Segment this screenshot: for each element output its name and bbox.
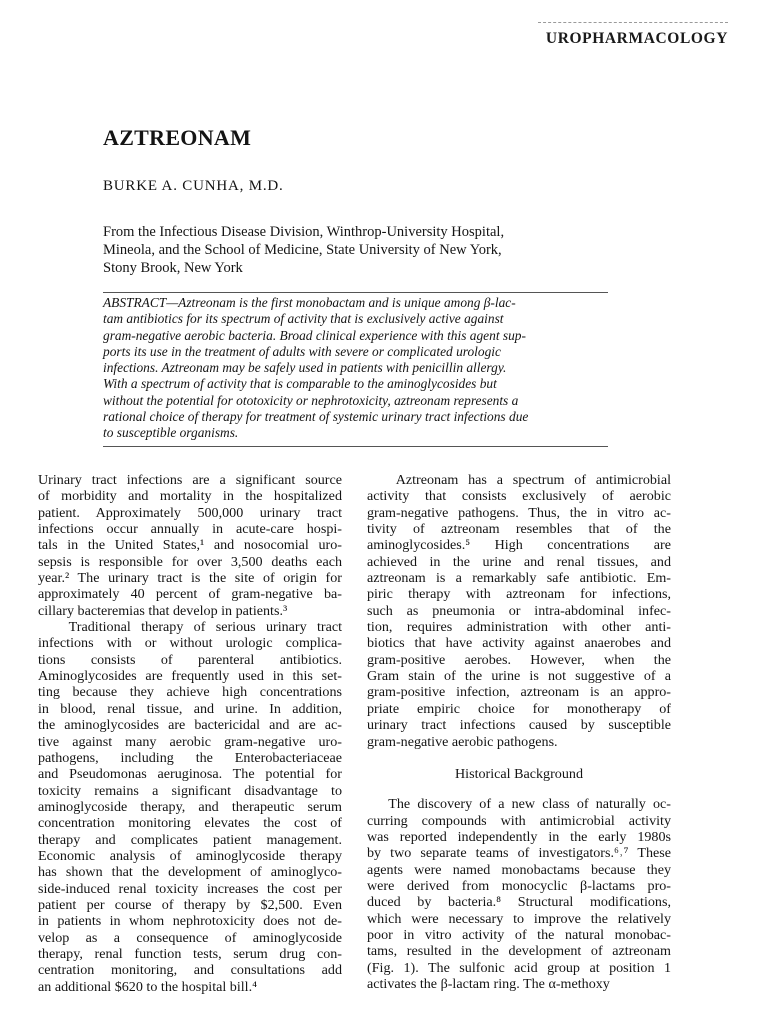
text-line: in patients in whom nephrotoxicity does not de-	[38, 913, 342, 930]
text-line: urinary tract infections caused by susceptible	[367, 717, 671, 734]
text-line: rational choice of therapy for treatment of systemic urinary tract infections due	[103, 409, 529, 425]
text-line: gram-negative pathogens. Thus, the in vitro ac-	[367, 504, 671, 521]
abstract	[103, 292, 608, 447]
text-line: velop as a consequence of aminoglycoside	[38, 929, 342, 946]
text-line: were derived from monocyclic β-lactams pro-	[367, 877, 671, 894]
text-line: an additional $620 to the hospital bill.⁴	[38, 978, 258, 995]
text-line: gram-positive aerobes. However, when the	[367, 651, 671, 668]
section-heading-historical-background: Historical Background	[455, 765, 583, 782]
text-line: in blood, renal tissue, and urine. In addition,	[38, 700, 342, 717]
text-line: aztreonam is a remarkably safe antibiotic. Em-	[367, 570, 671, 587]
text-line: gram-negative aerobic pathogens.	[367, 733, 558, 750]
text-line: gram-positive infection, aztreonam is an appro-	[367, 684, 671, 701]
text-line: patient. Approximately 500,000 urinary tract	[38, 504, 342, 521]
text-line: The discovery of a new class of naturally oc-	[367, 796, 671, 813]
text-line: (Fig. 1). The sulfonic acid group at position 1	[367, 959, 671, 976]
right-column-part-a	[367, 472, 671, 750]
body-column-left	[38, 472, 342, 995]
text-line: tions consists of parenteral antibiotics.	[38, 651, 342, 668]
text-line: curring compounds with antimicrobial activity	[367, 812, 671, 829]
text-line: of morbidity and mortality in the hospitalized	[38, 488, 342, 505]
body-column-right	[367, 472, 671, 992]
right-column-part-b	[367, 796, 671, 992]
text-line: cillary bacteremias that develop in patients.³	[38, 602, 288, 619]
text-line: has shown that the development of aminoglyco-	[38, 864, 342, 881]
text-line: which were necessary to improve the relatively	[367, 910, 671, 927]
text-line: poor in vitro activity of the natural monobac-	[367, 926, 671, 943]
text-line: infections with or without urologic complica-	[38, 635, 342, 652]
text-line: ABSTRACT—Aztreonam is the first monobactam and is unique among β-lac-	[103, 295, 516, 310]
text-line: year.² The urinary tract is the site of origin for	[38, 570, 342, 587]
text-line: tams, resulted in the development of aztreonam	[367, 943, 671, 960]
text-line: activates the β-lactam ring. The α-methoxy	[367, 975, 610, 992]
text-line: the aminoglycosides are bactericidal and are ac-	[38, 717, 342, 734]
text-line: Gram stain of the urine is not suggestive of a	[367, 668, 671, 685]
section-label: UROPHARMACOLOGY	[545, 30, 728, 47]
text-line: priate empiric choice for monotherapy of	[367, 700, 671, 717]
text-line: activity that consists exclusively of aerobic	[367, 488, 671, 505]
text-line: and Pseudomonas aeruginosa. The potential for	[38, 766, 342, 783]
text-line: side-induced renal toxicity increases the cost per	[38, 880, 342, 897]
text-line: tion, requires administration with other anti-	[367, 619, 671, 636]
text-line: such as pneumonia or intra-abdominal infec-	[367, 602, 671, 619]
article-title: AZTREONAM	[103, 125, 252, 150]
text-line: gram-negative aerobic bacteria. Broad clinical experience with this agent sup-	[103, 327, 526, 343]
text-line: duced by bacteria.⁸ Structural modifications,	[367, 894, 671, 911]
text-line: to susceptible organisms.	[103, 425, 239, 441]
text-line: concentration monitoring elevates the cost of	[38, 815, 342, 832]
text-line: piric therapy with aztreonam for infections,	[367, 586, 671, 603]
text-line: achieved in the urine and renal tissues, and	[367, 553, 671, 570]
text-line: ports its use in the treatment of adults with severe or complicated urologic	[103, 343, 501, 359]
text-line: tivity of aztreonam resembles that of the	[367, 521, 671, 538]
text-line: aminoglycosides.⁵ High concentrations are	[367, 537, 671, 554]
text-line: tam antibiotics for its spectrum of activity that is exclusively active against	[103, 311, 504, 327]
text-line: aminoglycoside therapy, and therapeutic serum	[38, 798, 342, 815]
text-line: Aztreonam has a spectrum of antimicrobial	[367, 472, 671, 488]
text-line: biotics that have activity against anaerobes and	[367, 635, 671, 652]
text-line: Stony Brook, New York	[103, 260, 243, 276]
text-line: centration monitoring, and consultations add	[38, 962, 342, 979]
text-line: by two separate teams of investigators.⁶˒⁷ These	[367, 845, 671, 862]
affiliation	[103, 223, 623, 277]
text-line: With a spectrum of activity that is comparable to the aminoglycosides but	[103, 376, 497, 392]
text-line: infections. Aztreonam may be safely used in patients with penicillin allergy.	[103, 360, 507, 376]
text-line: patient per course of therapy by $2,500. Even	[38, 896, 342, 913]
text-line: infections occur annually in acute-care hospi-	[38, 521, 342, 538]
author-name: BURKE A. CUNHA, M.D.	[103, 178, 284, 194]
text-line: approximately 40 percent of gram-negative ba-	[38, 586, 342, 603]
text-line: Aminoglycosides are frequently used in this set-	[38, 668, 342, 685]
text-line: Mineola, and the School of Medicine, State University of New York,	[103, 242, 502, 258]
text-line: toxicity remains a significant disadvantage to	[38, 782, 342, 799]
text-line: Economic analysis of aminoglycoside therapy	[38, 847, 342, 864]
text-line: therapy and complicates patient management.	[38, 831, 342, 848]
text-line: sepsis is responsible for over 3,500 deaths each	[38, 553, 342, 570]
text-line: was reported independently in the early 1980s	[367, 828, 671, 845]
text-line: From the Infectious Disease Division, Winthrop-University Hospital,	[103, 224, 505, 240]
text-line: Traditional therapy of serious urinary tract	[38, 619, 342, 636]
text-line: Urinary tract infections are a significant source	[38, 472, 342, 488]
text-line: pathogens, including the Enterobacteriaceae	[38, 749, 342, 766]
text-line: agents were named monobactams because they	[367, 861, 671, 878]
text-line: without the potential for ototoxicity or nephrotoxicity, aztreonam represents a	[103, 392, 519, 408]
text-line: ting because they achieve high concentrations	[38, 684, 342, 701]
text-line: tive against many aerobic gram-negative uro-	[38, 733, 342, 750]
text-line: therapy, renal function tests, serum drug con-	[38, 945, 342, 962]
text-line: tals in the United States,¹ and nosocomial uro-	[38, 537, 342, 554]
header-rule	[538, 22, 728, 23]
